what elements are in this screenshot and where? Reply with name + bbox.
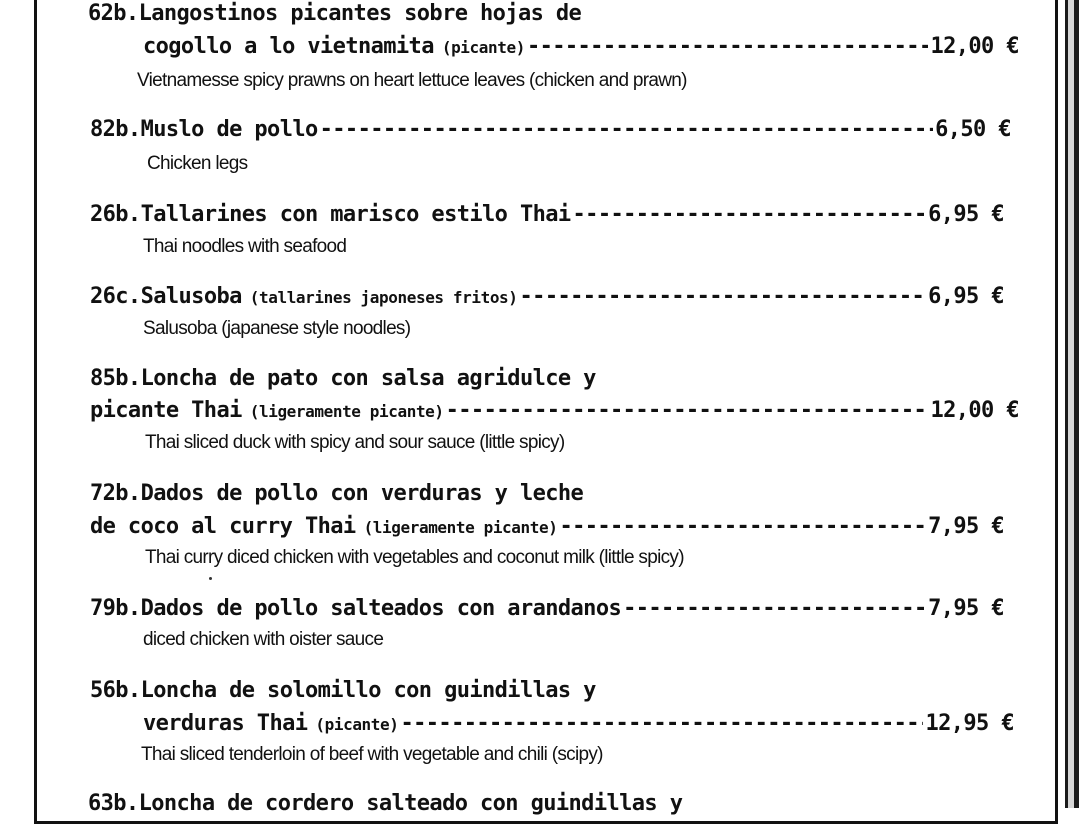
dish-title-line: [88, 1, 581, 26]
dish-name: Loncha de cordero salteado con guindillas y: [138, 791, 683, 816]
dish-price-line: [90, 117, 1011, 142]
dish-price-line: [90, 398, 1019, 423]
dot-leader: [401, 711, 924, 736]
dish-code: 26c.: [90, 284, 141, 309]
dot-leader: [623, 596, 926, 621]
dish-price: 12,00 €: [930, 34, 1019, 59]
speck: [209, 577, 212, 580]
dish-price: 12,95 €: [925, 711, 1014, 736]
dish-price: 6,95 €: [928, 202, 1004, 227]
dot-leader: [527, 34, 929, 59]
dish-note: (picante): [315, 715, 399, 734]
dish-name-cont: picante Thai: [90, 398, 242, 423]
dish-price-line: [143, 34, 1019, 59]
dish-name: Muslo de pollo: [140, 117, 318, 142]
dish-title-line: [88, 791, 682, 816]
dish-price: 6,95 €: [928, 284, 1004, 309]
dish-code: 79b.: [90, 596, 141, 621]
dish-title-line: [90, 366, 596, 391]
page-edge-shadow: [1065, 0, 1079, 808]
dish-price-line: [143, 711, 1014, 736]
dish-english: Thai sliced tenderloin of beef with vegetable and chili (scipy): [141, 744, 603, 765]
dish-title-line: [90, 481, 583, 506]
dish-name-cont: de coco al curry Thai: [90, 514, 356, 539]
dish-code: 82b.: [90, 117, 141, 142]
dish-name: Dados de pollo salteados con arandanos: [140, 596, 622, 621]
dot-leader: [446, 398, 929, 423]
dish-name: Dados de pollo con verduras y leche: [140, 481, 584, 506]
dot-leader: [559, 514, 926, 539]
dish-code: 56b.: [90, 678, 141, 703]
dish-price-line: [90, 514, 1004, 539]
dish-english: Thai sliced duck with spicy and sour sauce (little spicy): [145, 432, 565, 453]
dish-price: 7,95 €: [928, 596, 1004, 621]
dish-english: Chicken legs: [147, 153, 248, 174]
dot-leader: [520, 284, 927, 309]
dish-note: (picante): [441, 38, 525, 57]
dish-price: 7,95 €: [928, 514, 1004, 539]
dish-name: Tallarines con marisco estilo Thai: [140, 202, 571, 227]
dish-english: diced chicken with oister sauce: [143, 629, 384, 650]
dish-note: (ligeramente picante): [363, 518, 558, 537]
dish-price-line: [90, 202, 1004, 227]
dish-name-cont: verduras Thai: [143, 711, 308, 736]
dish-price: 6,50 €: [935, 117, 1011, 142]
dish-note: (tallarines japoneses fritos): [249, 288, 518, 307]
dish-price: 12,00 €: [930, 398, 1019, 423]
dish-name: Loncha de solomillo con guindillas y: [140, 678, 596, 703]
dish-english: Thai noodles with seafood: [143, 236, 347, 257]
dish-name: Salusoba: [140, 284, 242, 309]
dish-code: 63b.: [88, 791, 139, 816]
dish-name: Langostinos picantes sobre hojas de: [138, 1, 582, 26]
dish-note: (ligeramente picante): [249, 402, 444, 421]
dish-code: 85b.: [90, 366, 141, 391]
dish-code: 26b.: [90, 202, 141, 227]
dish-price-line: [90, 284, 1004, 309]
dot-leader: [573, 202, 927, 227]
dish-name: Loncha de pato con salsa agridulce y: [140, 366, 596, 391]
dish-english: Thai curry diced chicken with vegetables and coconut milk (little spicy): [145, 547, 684, 568]
dot-leader: [320, 117, 933, 142]
dish-price-line: [90, 596, 1004, 621]
dish-name-cont: cogollo a lo vietnamita: [143, 34, 434, 59]
dish-code: 62b.: [88, 1, 139, 26]
dish-code: 72b.: [90, 481, 141, 506]
dish-title-line: [90, 678, 596, 703]
dish-english: Salusoba (japanese style noodles): [143, 318, 411, 339]
dish-english: Vietnamesse spicy prawns on heart lettuce leaves (chicken and prawn): [137, 70, 687, 91]
